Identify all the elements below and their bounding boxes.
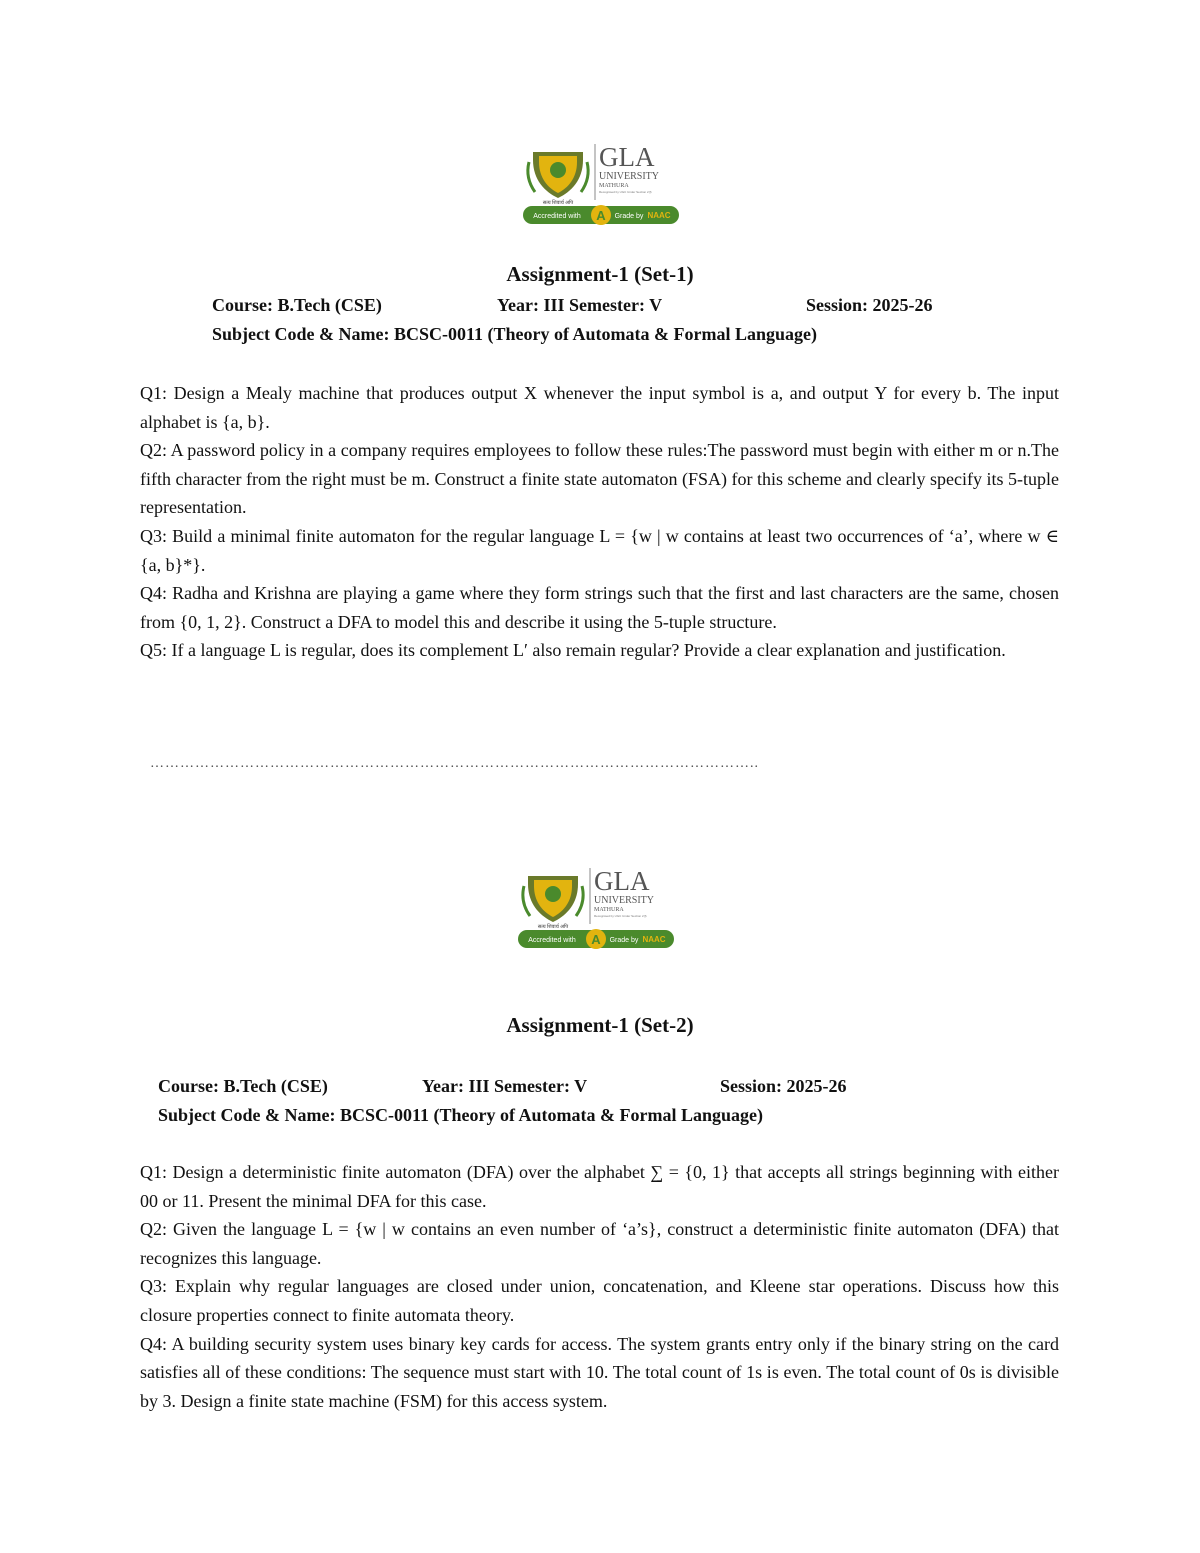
university-logo bbox=[521, 138, 681, 228]
course-label: Course: B.Tech (CSE) bbox=[212, 295, 382, 315]
svg-text:सत्य शिवार्थ अपि: सत्य शिवार्थ अपि bbox=[542, 201, 574, 206]
svg-text:UNIVERSITY: UNIVERSITY bbox=[599, 171, 659, 182]
svg-text:A: A bbox=[596, 208, 606, 223]
svg-text:UNIVERSITY: UNIVERSITY bbox=[594, 895, 654, 906]
svg-text:सत्य शिवार्थ अपि: सत्य शिवार्थ अपि bbox=[537, 925, 569, 930]
question-item: Q5: If a language L is regular, does its complement L′ also remain regular? Provide a clear explanation and justification. bbox=[140, 640, 1006, 661]
gla-crest-icon bbox=[521, 138, 681, 228]
question-item: Q3: Build a minimal finite automaton for the regular language L = {w | w contains at least two occurrences of ‘a’, where w ∈ {a, b}*}. bbox=[140, 525, 1059, 575]
svg-text:MATHURA: MATHURA bbox=[594, 907, 624, 913]
year-semester-label: Year: III Semester: V bbox=[497, 295, 663, 315]
svg-text:Accredited with: Accredited with bbox=[528, 937, 576, 944]
subject-label: Subject Code & Name: BCSC-0011 (Theory of Automata & Formal Language) bbox=[158, 1105, 763, 1125]
gla-crest-icon bbox=[516, 862, 676, 952]
svg-text:Grade by: Grade by bbox=[609, 937, 639, 944]
question-item: Q2: Given the language L = {w | w contains an even number of ‘a’s}, construct a deterministic finite automaton (DFA) that recognizes this language. bbox=[140, 1219, 1059, 1268]
question-item: Q2: A password policy in a company requires employees to follow these rules:The password must begin with either m or n.The fifth character from the right must be m. Construct a finite state automaton (FSA) for this scheme and clearly specify its 5-tuple representation. bbox=[140, 440, 1059, 518]
university-logo bbox=[516, 862, 676, 952]
svg-text:Recognised by UGC Under Sectio: Recognised by UGC Under Section 2(f) bbox=[594, 914, 647, 918]
course-label: Course: B.Tech (CSE) bbox=[158, 1076, 328, 1096]
question-item: Q4: Radha and Krishna are playing a game where they form strings such that the first and last characters are the same, chosen from {0, 1, 2}. Construct a DFA to model this and describe it using the 5-tuple structure. bbox=[140, 583, 1059, 632]
question-item: Q1: Design a Mealy machine that produces output X whenever the input symbol is a, and output Y for every b. The input alphabet is {a, b}. bbox=[140, 383, 1059, 432]
session-label: Session: 2025-26 bbox=[720, 1076, 847, 1096]
question-item: Q1: Design a deterministic finite automaton (DFA) over the alphabet ∑ = {0, 1} that accepts all strings beginning with either 00 or 11. Present the minimal DFA for this case. bbox=[140, 1162, 1059, 1211]
svg-text:Recognised by UGC Under Sectio: Recognised by UGC Under Section 2(f) bbox=[599, 190, 652, 194]
svg-text:A: A bbox=[591, 932, 601, 947]
question-list bbox=[140, 379, 1059, 665]
svg-text:Grade by: Grade by bbox=[614, 213, 644, 220]
assignment-title: Assignment-1 (Set-1) bbox=[506, 262, 694, 286]
svg-text:GLA: GLA bbox=[594, 866, 650, 896]
svg-text:NAAC: NAAC bbox=[642, 935, 666, 944]
question-item: Q3: Explain why regular languages are closed under union, concatenation, and Kleene star operations. Discuss how this closure properties connect to finite automata theory. bbox=[140, 1276, 1059, 1325]
svg-text:NAAC: NAAC bbox=[647, 211, 671, 220]
question-list bbox=[140, 1158, 1059, 1415]
subject-label: Subject Code & Name: BCSC-0011 (Theory of Automata & Formal Language) bbox=[212, 324, 817, 344]
question-item: Q4: A building security system uses binary key cards for access. The system grants entry only if the binary string on the card satisfies all of these conditions: The sequence must start with 10. The total count of 1s is even. The total count of 0s is divisible by 3. Design a finite state machine (FSM) for this access system. bbox=[140, 1333, 1059, 1411]
svg-text:MATHURA: MATHURA bbox=[599, 183, 629, 189]
svg-text:GLA: GLA bbox=[599, 142, 655, 172]
svg-text:Accredited with: Accredited with bbox=[533, 213, 581, 220]
session-label: Session: 2025-26 bbox=[806, 295, 933, 315]
section-divider: ………………………………………………………………………………………………………….. bbox=[150, 756, 759, 771]
assignment-title: Assignment-1 (Set-2) bbox=[506, 1013, 694, 1037]
year-semester-label: Year: III Semester: V bbox=[422, 1076, 588, 1096]
